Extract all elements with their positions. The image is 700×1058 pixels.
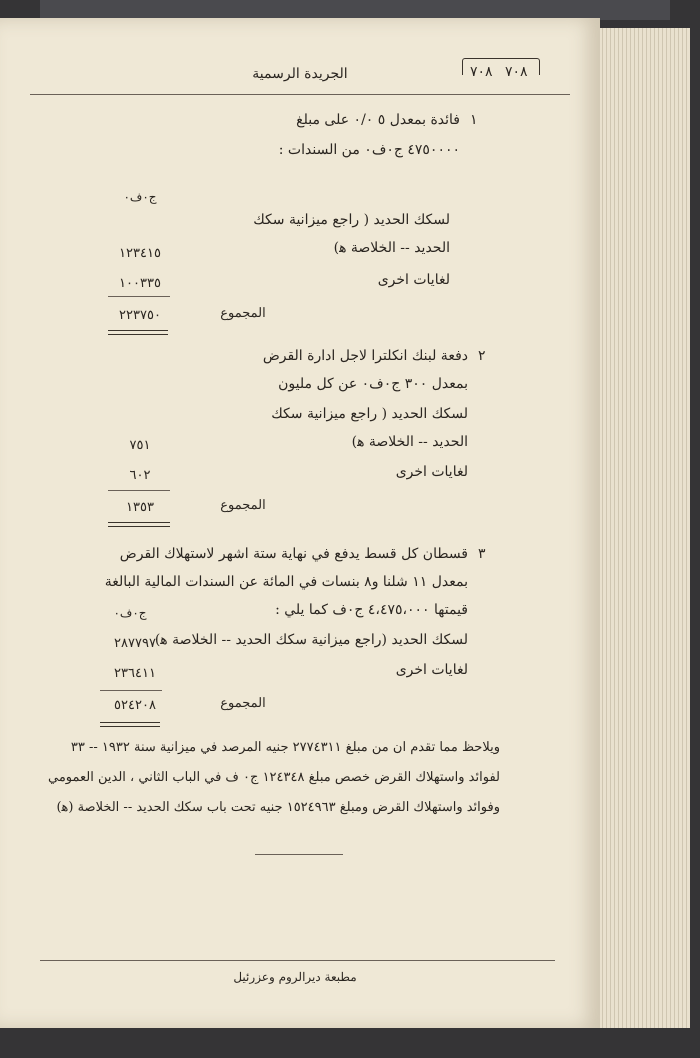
section2-line1: دفعة لبنك انكلترا لاجل ادارة القرض: [262, 348, 468, 364]
book-cover-edge: [40, 0, 670, 20]
section3-item1-label: لسكك الحديد (راجع ميزانية سكك الحديد -- الخلاصة ﻫ): [154, 632, 468, 648]
footer-rule: [40, 960, 555, 961]
page-number-boxed: ٧٠٨: [505, 64, 528, 80]
section1-subtotal-rule: [108, 296, 170, 297]
section3-total-rule: [100, 722, 160, 727]
section2-total-rule: [108, 522, 170, 527]
section2-total-value: ١٣٥٣: [126, 500, 154, 515]
section2-item2-label: لغايات اخرى: [395, 464, 468, 480]
section3-number: ٣: [478, 546, 486, 562]
note-line2: لفوائد واستهلاك القرض خصص مبلغ ١٢٤٣٤٨ ج٠ ف في الباب الثاني ، الدين العمومي: [48, 770, 500, 785]
section1-total-value: ٢٢٣٧٥٠: [119, 308, 161, 323]
section3-item2-label: لغايات اخرى: [395, 662, 468, 678]
closing-rule: [255, 854, 343, 855]
note-line3: وفوائد واستهلاك القرض ومبلغ ١٥٢٤٩٦٣ جنيه تحت باب سكك الحديد -- الخلاصة (ﻫ): [56, 800, 500, 815]
section1-item1-value: ١٢٣٤١٥: [119, 246, 161, 261]
section3-item1-value: ٢٨٧٧٩٧: [114, 636, 156, 651]
section2-total-label: المجموع: [220, 498, 266, 513]
printer-imprint: مطبعة ديرالروم وعزرئيل: [233, 970, 357, 984]
section3-item2-value: ٢٣٦٤١١: [114, 666, 156, 681]
section1-line2: ٤٧٥٠٠٠٠ ج٠ف٠ من السندات :: [278, 142, 460, 158]
section3-total-label: المجموع: [220, 696, 266, 711]
section1-total-label: المجموع: [220, 306, 266, 321]
section3-line3: قيمتها ٤،٤٧٥،٠٠٠ ج٠ف كما يلي :: [275, 602, 468, 618]
section2-item1-line1: لسكك الحديد ( راجع ميزانية سكك: [271, 406, 468, 422]
section3-total-value: ٥٢٤٢٠٨: [114, 698, 156, 713]
document-page: [0, 18, 600, 1028]
section3-subtotal-rule: [100, 690, 162, 691]
section1-item2-value: ١٠٠٣٣٥: [119, 276, 161, 291]
header-rule: [30, 94, 570, 95]
section2-line2: بمعدل ٣٠٠ ج٠ف٠ عن كل مليون: [278, 376, 468, 392]
section1-item2-label: لغايات اخرى: [377, 272, 450, 288]
page-number: ٧٠٨: [470, 64, 493, 80]
section2-item1-value: ٧٥١: [129, 438, 151, 453]
section1-item1-line1: لسكك الحديد ( راجع ميزانية سكك: [253, 212, 450, 228]
section2-number: ٢: [478, 348, 486, 364]
section1-line1: فائدة بمعدل ٥ ٠/٠ على مبلغ: [296, 112, 460, 128]
section3-currency: ج٠ف٠: [113, 606, 147, 620]
section3-line1: قسطان كل قسط يدفع في نهاية ستة اشهر لاستهلاك القرض: [119, 546, 468, 562]
section2-subtotal-rule: [108, 490, 170, 491]
section1-total-rule: [108, 330, 168, 335]
section2-item2-value: ٦٠٢: [129, 468, 151, 483]
note-line1: ويلاحظ مما تقدم ان من مبلغ ٢٧٧٤٣١١ جنيه المرصد في ميزانية سنة ١٩٣٢ -- ٣٣: [70, 740, 500, 755]
section1-number: ١: [470, 112, 478, 128]
section3-line2: بمعدل ١١ شلنا و٨ بنسات في المائة عن السندات المالية البالغة: [104, 574, 468, 590]
page-stack-edge: [595, 28, 690, 1028]
section1-item1-line2: الحديد -- الخلاصة ﻫ): [333, 240, 450, 256]
page-title: الجريدة الرسمية: [252, 66, 348, 82]
section2-item1-line2: الحديد -- الخلاصة ﻫ): [351, 434, 468, 450]
section1-currency: ج٠ف٠: [123, 190, 157, 204]
